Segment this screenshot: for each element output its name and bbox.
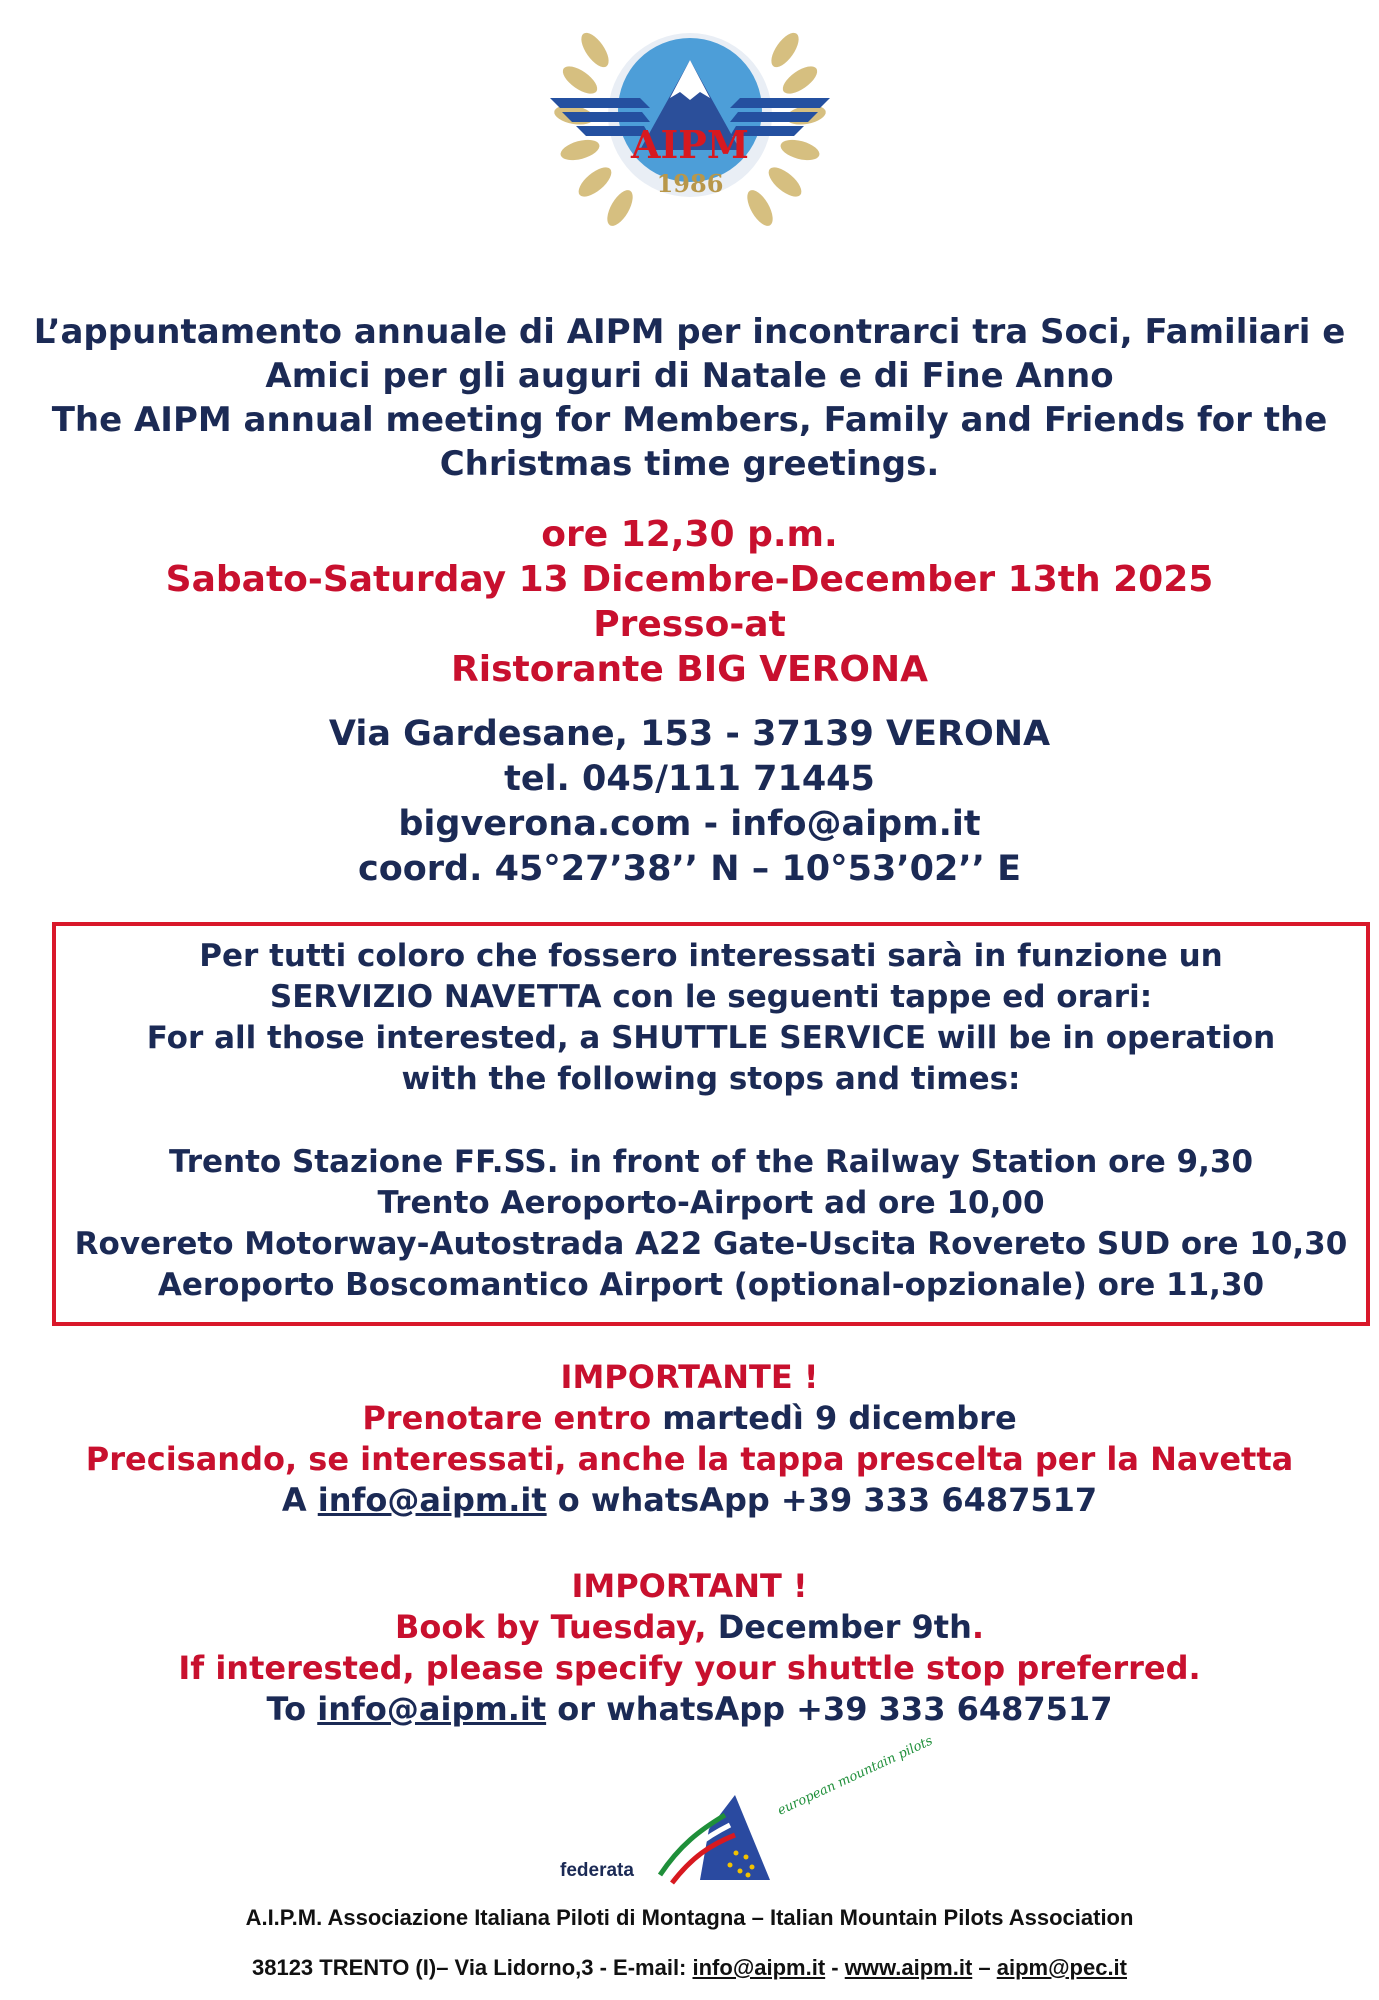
shuttle-stop: Rovereto Motorway-Autostrada A22 Gate-Uscita Rovereto SUD ore 10,30	[74, 1226, 1348, 1262]
contact-line: A info@aipm.it o whatsApp +39 333 6487517	[281, 1481, 1098, 1519]
shuttle-intro-line: For all those interested, a SHUTTLE SERVICE will be in operation	[146, 1020, 1276, 1056]
intro-text	[0, 310, 1379, 486]
shuttle-intro-line: Per tutti coloro che fossero interessati sarà in funzione un	[199, 938, 1223, 974]
venue-web-email: bigverona.com - info@aipm.it	[398, 804, 981, 844]
venue-details	[0, 712, 1379, 892]
venue-address: Via Gardesane, 153 - 37139 VERONA	[328, 714, 1051, 754]
intro-line: Amici per gli auguri di Natale e di Fine Anno	[265, 356, 1114, 396]
important-english	[0, 1566, 1379, 1730]
shuttle-stop: Aeroporto Boscomantico Airport (optional-opzionale) ore 11,30	[157, 1267, 1265, 1303]
shuttle-intro-line: with the following stops and times:	[401, 1061, 1021, 1097]
important-title: IMPORTANT !	[571, 1567, 808, 1605]
shuttle-info-box	[52, 922, 1370, 1326]
important-title: IMPORTANTE !	[560, 1358, 819, 1396]
venue-coords: coord. 45°27’38’’ N – 10°53’02’’ E	[357, 849, 1022, 889]
footer-pec-link[interactable]: aipm@pec.it	[996, 1955, 1127, 1980]
email-link[interactable]: info@aipm.it	[317, 1690, 547, 1728]
event-time: ore 12,30 p.m.	[541, 514, 838, 555]
aipm-logo	[530, 0, 850, 240]
shuttle-stop: Trento Stazione FF.SS. in front of the Railway Station ore 9,30	[168, 1144, 1254, 1180]
shuttle-stop-request: If interested, please specify your shuttle stop preferred.	[178, 1649, 1201, 1687]
intro-line: Christmas time greetings.	[439, 444, 940, 484]
important-italian	[0, 1357, 1379, 1521]
booking-deadline: Prenotare entro martedì 9 dicembre	[362, 1399, 1017, 1437]
intro-line: L’appuntamento annuale di AIPM per incontrarci tra Soci, Familiari e	[33, 312, 1346, 352]
event-venue: Ristorante BIG VERONA	[451, 649, 928, 690]
federation-label: federata	[560, 1860, 634, 1881]
footer-email-link[interactable]: info@aipm.it	[692, 1955, 826, 1980]
european-mountain-pilots-logo	[640, 1733, 936, 1885]
svg-text:european mountain pilots: european mountain pilots	[775, 1733, 936, 1819]
shuttle-intro-line: SERVIZIO NAVETTA con le seguenti tappe ed orari:	[269, 979, 1153, 1015]
footer-address: 38123 TRENTO (I)– Via Lidorno,3 - E-mail: info@aipm.it - www.aipm.it – aipm@pec.it	[251, 1955, 1127, 1980]
footer-association: A.I.P.M. Associazione Italiana Piloti di Montagna – Italian Mountain Pilots Association	[245, 1905, 1134, 1930]
shuttle-stop-request: Precisando, se interessati, anche la tappa prescelta per la Navetta	[85, 1440, 1294, 1478]
svg-text:AIPM: AIPM	[631, 122, 749, 167]
shuttle-stops	[56, 1142, 1366, 1306]
event-details	[0, 512, 1379, 692]
event-at: Presso-at	[593, 604, 786, 645]
contact-line: To info@aipm.it or whatsApp +39 333 6487517	[266, 1690, 1113, 1728]
footer-web-link[interactable]: www.aipm.it	[844, 1955, 973, 1980]
event-date: Sabato-Saturday 13 Dicembre-December 13th 2025	[165, 559, 1214, 600]
email-link[interactable]: info@aipm.it	[317, 1481, 547, 1519]
svg-text:1986: 1986	[656, 169, 724, 198]
intro-line: The AIPM annual meeting for Members, Family and Friends for the	[51, 400, 1328, 440]
shuttle-intro	[56, 936, 1366, 1100]
shuttle-stop: Trento Aeroporto-Airport ad ore 10,00	[377, 1185, 1045, 1221]
booking-date: December 9th	[717, 1608, 972, 1646]
venue-phone: tel. 045/111 71445	[504, 759, 875, 799]
booking-date: martedì 9 dicembre	[662, 1399, 1017, 1437]
booking-deadline: Book by Tuesday, December 9th.	[394, 1608, 985, 1646]
